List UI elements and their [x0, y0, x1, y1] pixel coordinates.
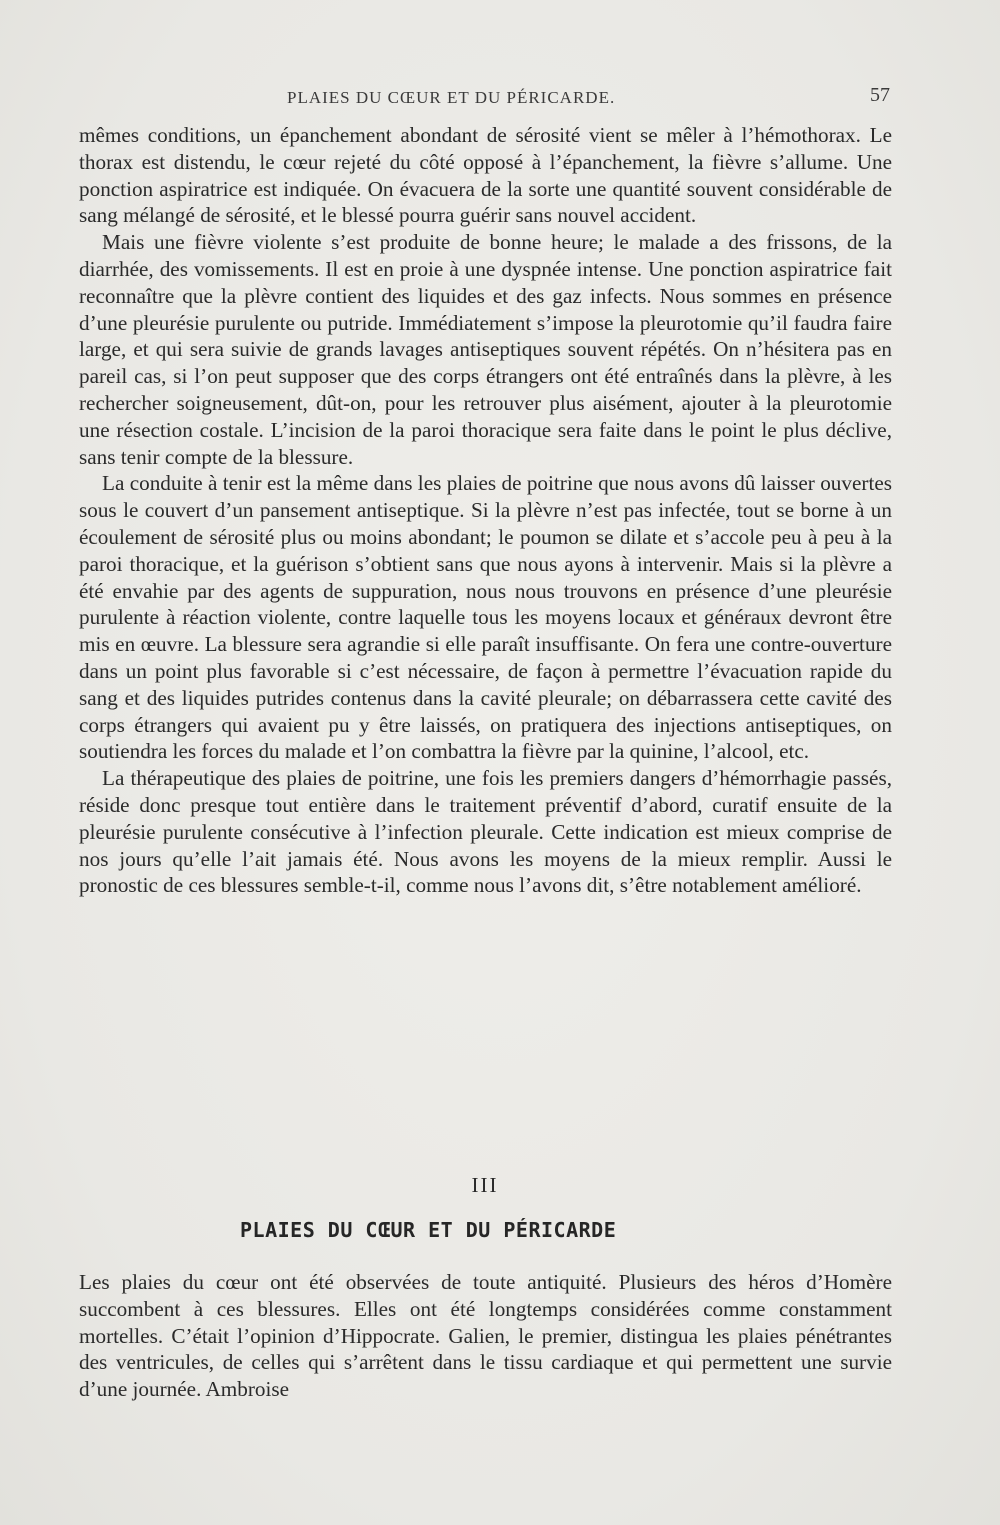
section-title: PLAIES DU CŒUR ET DU PÉRICARDE	[240, 1218, 617, 1242]
paragraph: La conduite à tenir est la même dans les plaies de poitrine que nous avons dû laisser ouvertes sous le couvert d’un pansement antiseptique. Si la plèvre n’est pas infectée, tout se borne à un écoulement de sérosité plus ou moins abondant; le poumon se dilate et s’accole peu à peu à la paroi thoracique, et la guérison s’obtient sans que nous ayons à intervenir. Mais si la plèvre a été envahie par des agents de suppuration, nous nous trouvons en présence d’une pleurésie purulente à réaction violente, contre laquelle tous les moyens locaux et généraux devront être mis en œuvre. La blessure sera agrandie si elle paraît insuffisante. On fera une contre-ouverture dans un point plus favorable si c’est nécessaire, de façon à permettre l’évacuation rapide du sang et des liquides putrides contenus dans la cavité pleurale; on débarrassera cette cavité des corps étrangers qui avaient pu y être laissés, on pratiquera des injections antiseptiques, on soutiendra les forces du malade et l’on combattra la fièvre par la quinine, l’alcool, etc.	[79, 471, 892, 764]
running-title: PLAIES DU CŒUR ET DU PÉRICARDE.	[287, 88, 616, 107]
paragraph-continuation: mêmes conditions, un épanchement abondant de sérosité vient se mêler à l’hémothorax. Le thorax est distendu, le cœur rejeté du côté opposé à l’épanchement, la fièvre s’allume. Une ponction aspiratrice est indiquée. On évacuera de la sorte une quantité souvent considérable de sang mélangé de sérosité, et le blessé pourra guérir sans nouvel accident.	[79, 123, 892, 228]
paragraph: Les plaies du cœur ont été observées de toute antiquité. Plusieurs des héros d’Homère succombent à ces blessures. Elles ont été longtemps considérées comme constamment mortelles. C’était l’opinion d’Hippocrate. Galien, le premier, distingua les plaies pénétrantes des ventricules, de celles qui s’arrêtent dans le tissu cardiaque et qui permettent une survie d’une journée. Ambroise	[79, 1270, 892, 1402]
page-number: 57	[870, 84, 890, 106]
paragraph: La thérapeutique des plaies de poitrine, une fois les premiers dangers d’hémorrhagie passés, réside donc presque tout entière dans le traitement préventif d’abord, curatif ensuite de la pleurésie purulente consécutive à l’infection pleurale. Cette indication est mieux comprise de nos jours qu’elle l’ait jamais été. Nous avons les moyens de la mieux remplir. Aussi le pronostic de ces blessures semble-t-il, comme nous l’avons dit, s’être notablement amélioré.	[79, 766, 892, 898]
section-number: III	[471, 1173, 499, 1197]
section-text	[79, 1269, 892, 1403]
paragraph: Mais une fièvre violente s’est produite de bonne heure; le malade a des frissons, de la diarrhée, des vomissements. Il est en proie à une dyspnée intense. Une ponction aspiratrice fait reconnaître que la plèvre contient des liquides et des gaz infects. Nous sommes en présence d’une pleurésie purulente ou putride. Immédiatement s’impose la pleurotomie qu’il faudra faire large, et qui sera suivie de grands lavages antiseptiques souvent répétés. On n’hésitera pas en pareil cas, si l’on peut supposer que des corps étrangers ont été entraînés dans la plèvre, à les rechercher soigneusement, dût-on, pour les retrouver plus aisément, ajouter à la pleurotomie une résection costale. L’incision de la paroi thoracique sera faite dans le point le plus déclive, sans tenir compte de la blessure.	[79, 230, 892, 469]
body-text	[79, 122, 892, 899]
